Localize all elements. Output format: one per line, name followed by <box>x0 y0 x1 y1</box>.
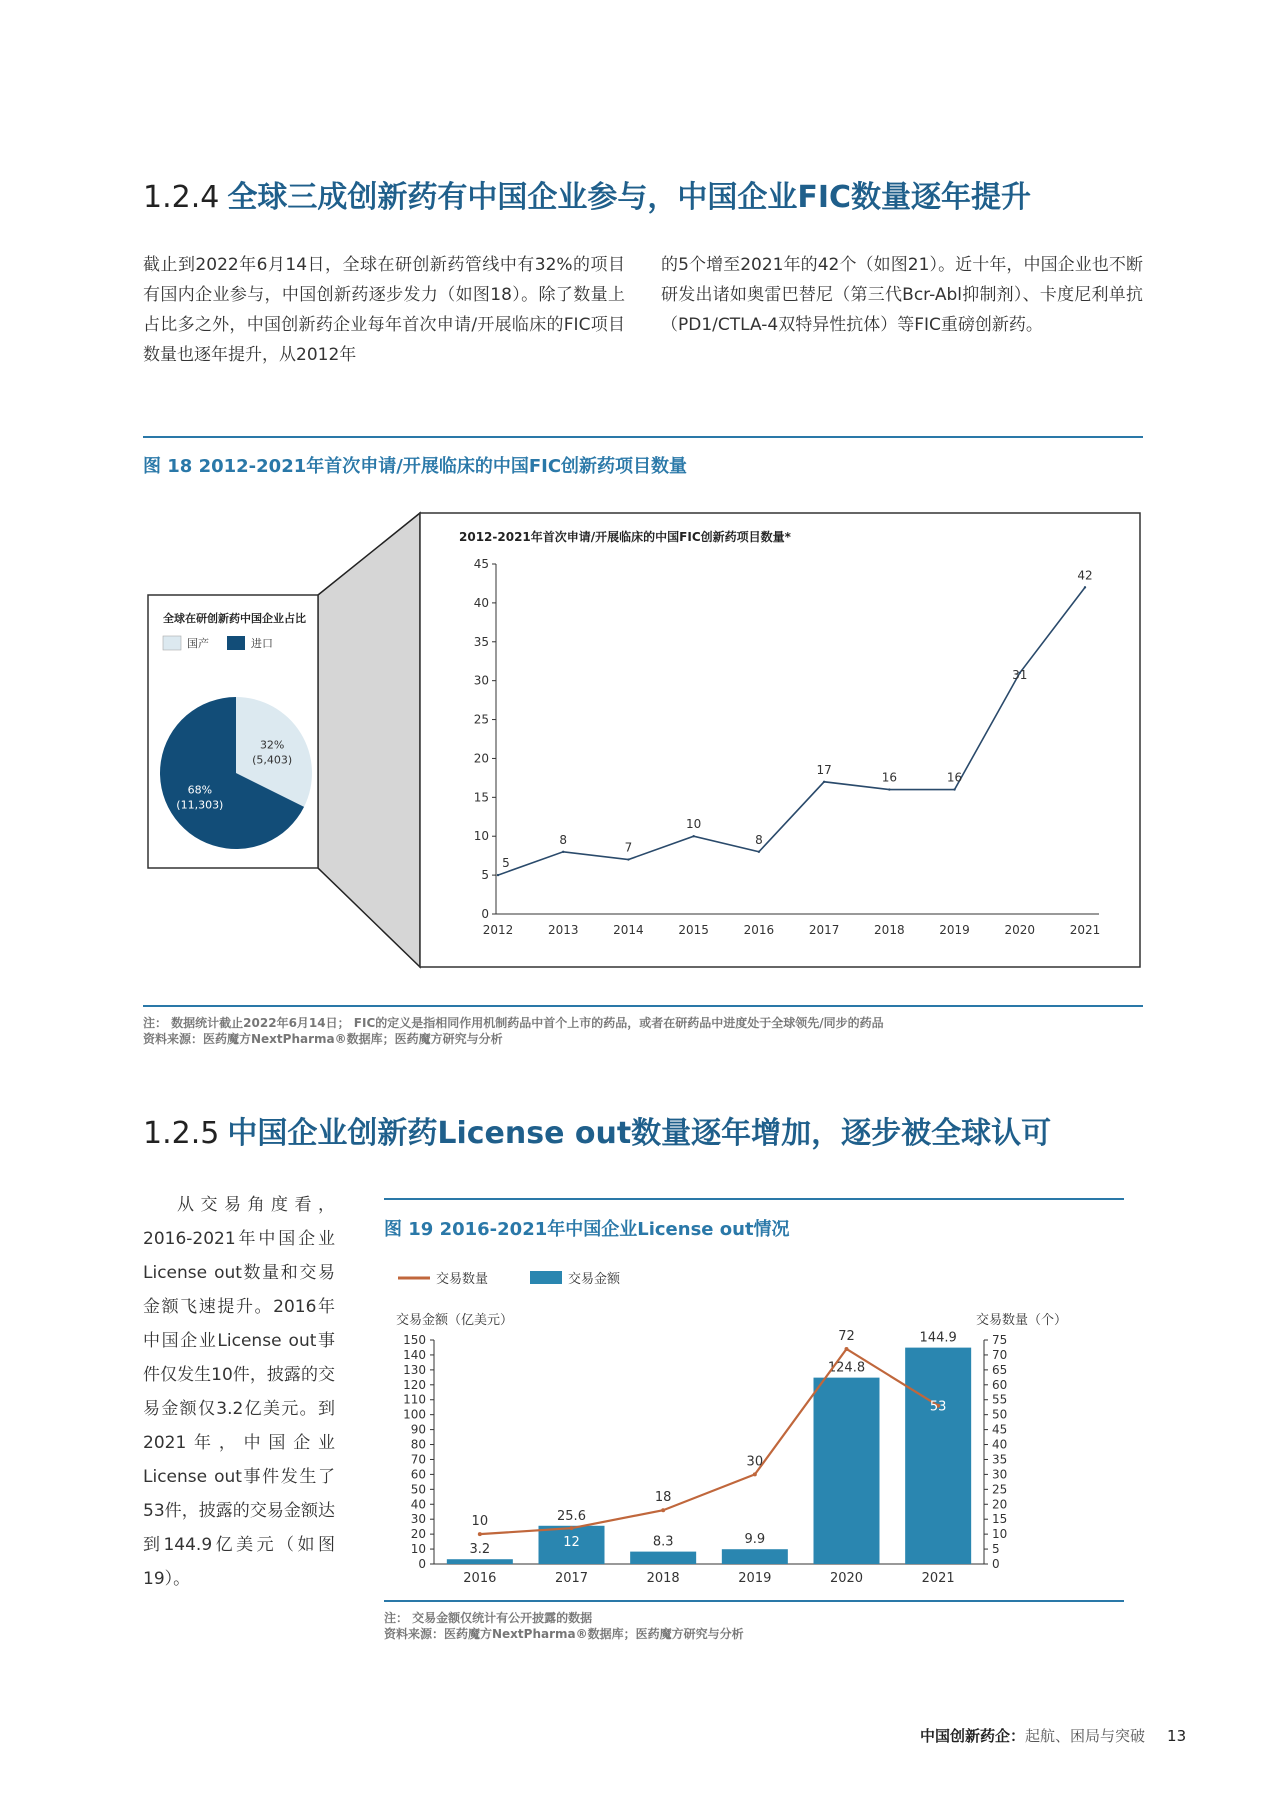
right-y-tick-label: 10 <box>992 1527 1008 1542</box>
figure18-graphic <box>143 505 1143 1000</box>
x-tick-label: 2013 <box>547 923 579 937</box>
data-point <box>823 781 825 783</box>
count-point <box>478 1532 482 1536</box>
data-point <box>562 851 564 853</box>
data-point <box>758 851 760 853</box>
bar <box>447 1559 513 1564</box>
combo-chart <box>403 1329 1007 1586</box>
figure19-top-rule <box>384 1198 1124 1200</box>
section-title: 全球三成创新药有中国企业参与，中国企业FIC数量逐年提升 <box>227 180 1032 215</box>
figure18-top-rule <box>143 436 1143 438</box>
data-point <box>888 788 890 790</box>
count-label: 30 <box>746 1454 764 1470</box>
paragraph-text: 截止到2022年6月14日，全球在研创新药管线中有32%的项目有国内企业参与，中国创新药逐步发力（如图18）。除了数量上占比多之外，中国创新药企业每年首次申请/开展临床的FIC项目数量也逐年提升，从2012年 <box>143 255 625 365</box>
data-point <box>953 788 955 790</box>
page-number: 13 <box>1167 1727 1187 1745</box>
left-y-tick-label: 80 <box>410 1437 426 1452</box>
right-y-tick-label: 75 <box>992 1333 1008 1347</box>
figure19-title: 图 19 2016-2021年中国企业License out情况 <box>384 1219 790 1240</box>
paragraph-text: 从交易角度看，2016-2021年中国企业License out数量和交易金额飞速提升。2016年中国企业License out事件仅发生10件，披露的交易金额仅3.2亿美元。到2021年，中国企业License out事件发生了53件，披露的交易金额达到144.9亿美元（如图19）。 <box>143 1195 335 1589</box>
data-label: 16 <box>946 770 963 785</box>
right-y-tick-label: 0 <box>992 1557 1000 1571</box>
left-y-tick-label: 50 <box>410 1482 426 1497</box>
x-tick-label: 2017 <box>554 1571 589 1586</box>
count-point <box>661 1508 665 1512</box>
data-label: 16 <box>881 770 897 785</box>
bar <box>905 1348 971 1564</box>
right-y-tick-label: 70 <box>992 1347 1008 1362</box>
left-axis-title: 交易金额（亿美元） <box>396 1313 514 1328</box>
right-y-tick-label: 25 <box>992 1482 1008 1497</box>
left-y-tick-label: 90 <box>410 1422 426 1437</box>
x-tick-label: 2019 <box>738 1571 772 1586</box>
figure18-bottom-rule <box>143 1005 1143 1007</box>
pie-value-label: (11,303) <box>176 798 224 812</box>
x-tick-label: 2015 <box>678 923 709 937</box>
legend-swatch-import <box>227 636 245 650</box>
legend-label-amount: 交易金额 <box>568 1272 621 1287</box>
data-point <box>1084 586 1086 588</box>
x-tick-label: 2016 <box>463 1571 497 1586</box>
pie-pct-label: 68% <box>187 783 213 797</box>
section-number: 1.2.4 <box>143 180 220 215</box>
y-tick-label: 5 <box>481 868 489 883</box>
y-tick-label: 30 <box>473 673 489 688</box>
data-point <box>497 874 499 876</box>
x-tick-label: 2017 <box>808 923 840 937</box>
legend-swatch-domestic <box>163 636 181 650</box>
x-tick-label: 2020 <box>829 1571 864 1586</box>
right-y-tick-label: 45 <box>992 1422 1008 1437</box>
paragraph-text: 的5个增至2021年的42个（如图21）。近十年，中国企业也不断研发出诸如奥雷巴替尼（第三代Bcr-Abl抑制剂）、卡度尼利单抗（PD1/CTLA-4双特异性抗体）等FIC重磅创新药。 <box>661 255 1143 335</box>
legend-label-import: 进口 <box>251 637 273 650</box>
right-y-tick-label: 50 <box>992 1407 1008 1422</box>
data-label: 31 <box>1012 667 1028 682</box>
left-y-tick-label: 120 <box>403 1377 426 1392</box>
count-point <box>753 1472 757 1476</box>
right-axis-title: 交易数量（个） <box>976 1313 1068 1328</box>
figure19-notes <box>384 1610 744 1642</box>
x-tick-label: 2021 <box>1069 923 1101 937</box>
right-y-tick-label: 5 <box>992 1542 1000 1557</box>
right-y-tick-label: 30 <box>992 1467 1008 1482</box>
footer-title: 中国创新药企： <box>920 1727 1026 1745</box>
section-number: 1.2.5 <box>143 1116 220 1151</box>
left-y-tick-label: 70 <box>410 1452 426 1467</box>
x-tick-label: 2018 <box>874 923 905 937</box>
left-y-tick-label: 100 <box>403 1407 426 1422</box>
left-y-tick-label: 40 <box>410 1497 426 1512</box>
paragraph-license-out <box>143 1188 335 1596</box>
pie-value-label: (5,403) <box>252 753 293 767</box>
left-y-tick-label: 60 <box>410 1467 426 1482</box>
data-label: 10 <box>686 817 702 832</box>
count-label: 53 <box>929 1399 947 1415</box>
figure18-note: 注： 数据统计截止2022年6月14日； FIC的定义是指相同作用机制药品中首个上市的药品，或者在研药品中进度处于全球领先/同步的药品 <box>143 1016 884 1030</box>
right-y-tick-label: 15 <box>992 1512 1008 1527</box>
section-heading-125 <box>143 1108 1051 1152</box>
paragraph-left <box>143 250 625 370</box>
left-y-tick-label: 0 <box>418 1557 426 1571</box>
left-y-tick-label: 110 <box>403 1392 426 1407</box>
count-point <box>570 1526 574 1530</box>
bar-value-label: 9.9 <box>744 1532 766 1548</box>
left-y-tick-label: 140 <box>403 1347 426 1362</box>
line-chart-panel <box>420 513 1140 967</box>
y-tick-label: 15 <box>473 790 489 805</box>
pie-chart <box>160 697 312 849</box>
paragraph-right <box>661 250 1143 340</box>
count-label: 72 <box>838 1328 855 1344</box>
x-tick-label: 2016 <box>743 923 775 937</box>
section-heading-124 <box>143 172 1031 216</box>
data-label: 42 <box>1077 568 1093 583</box>
line-chart-title: 2012-2021年首次申请/开展临床的中国FIC创新药项目数量* <box>459 530 791 544</box>
left-y-tick-label: 150 <box>403 1333 426 1347</box>
count-label: 12 <box>563 1535 580 1551</box>
figure19-graphic <box>384 1258 1124 1593</box>
right-y-tick-label: 20 <box>992 1497 1008 1512</box>
data-label: 8 <box>755 832 763 847</box>
right-y-tick-label: 35 <box>992 1452 1008 1467</box>
right-y-tick-label: 40 <box>992 1437 1008 1452</box>
bar-value-label: 8.3 <box>652 1534 674 1550</box>
data-point <box>627 858 629 860</box>
legend-label-count: 交易数量 <box>436 1272 489 1287</box>
figure18-title: 图 18 2012-2021年首次申请/开展临床的中国FIC创新药项目数量 <box>143 456 688 477</box>
data-label: 5 <box>502 856 510 871</box>
bar-value-label: 144.9 <box>919 1330 957 1346</box>
left-y-tick-label: 30 <box>410 1512 426 1527</box>
count-point <box>845 1347 849 1351</box>
x-tick-label: 2021 <box>921 1571 955 1586</box>
y-tick-label: 40 <box>473 595 489 610</box>
y-tick-label: 0 <box>481 907 489 921</box>
x-tick-label: 2012 <box>482 923 514 937</box>
y-tick-label: 35 <box>473 634 489 649</box>
figure19-note: 注： 交易金额仅统计有公开披露的数据 <box>384 1611 593 1625</box>
figure19-source: 资料来源：医药魔方NextPharma®数据库；医药魔方研究与分析 <box>384 1627 744 1641</box>
y-tick-label: 20 <box>473 751 489 766</box>
y-tick-label: 10 <box>473 829 489 844</box>
page-footer <box>920 1725 1186 1746</box>
count-label: 10 <box>471 1514 489 1530</box>
x-tick-label: 2019 <box>939 923 970 937</box>
zoom-connector <box>318 513 420 967</box>
legend-swatch-amount <box>530 1271 562 1284</box>
x-tick-label: 2014 <box>613 923 644 937</box>
data-label: 8 <box>559 832 568 847</box>
data-label: 17 <box>816 762 832 777</box>
section-title: 中国企业创新药License out数量逐年增加，逐步被全球认可 <box>227 1116 1052 1151</box>
left-y-tick-label: 130 <box>403 1362 426 1377</box>
legend-label-domestic: 国产 <box>187 637 209 650</box>
left-y-tick-label: 10 <box>410 1542 426 1557</box>
bar <box>722 1549 788 1564</box>
figure19-bottom-rule <box>384 1600 1124 1602</box>
pie-pct-label: 32% <box>259 738 285 752</box>
figure18-notes <box>143 1015 884 1047</box>
count-label: 18 <box>654 1490 672 1506</box>
bar-value-label: 3.2 <box>469 1542 491 1558</box>
bar-value-label: 25.6 <box>557 1508 586 1524</box>
pie-title: 全球在研创新药中国企业占比 <box>163 612 306 625</box>
bar <box>630 1552 696 1564</box>
y-tick-label: 25 <box>473 712 489 727</box>
data-label: 7 <box>624 840 633 855</box>
right-y-tick-label: 65 <box>992 1362 1008 1377</box>
figure18-source: 资料来源：医药魔方NextPharma®数据库；医药魔方研究与分析 <box>143 1032 503 1046</box>
bar-value-label: 124.8 <box>827 1360 866 1376</box>
bar <box>814 1378 880 1564</box>
left-y-tick-label: 20 <box>410 1527 426 1542</box>
x-tick-label: 2018 <box>646 1571 680 1586</box>
x-tick-label: 2020 <box>1004 923 1036 937</box>
y-tick-label: 45 <box>473 557 489 571</box>
footer-subtitle: 起航、困局与突破 <box>1025 1727 1146 1745</box>
data-point <box>692 835 694 837</box>
right-y-tick-label: 60 <box>992 1377 1008 1392</box>
right-y-tick-label: 55 <box>992 1392 1008 1407</box>
